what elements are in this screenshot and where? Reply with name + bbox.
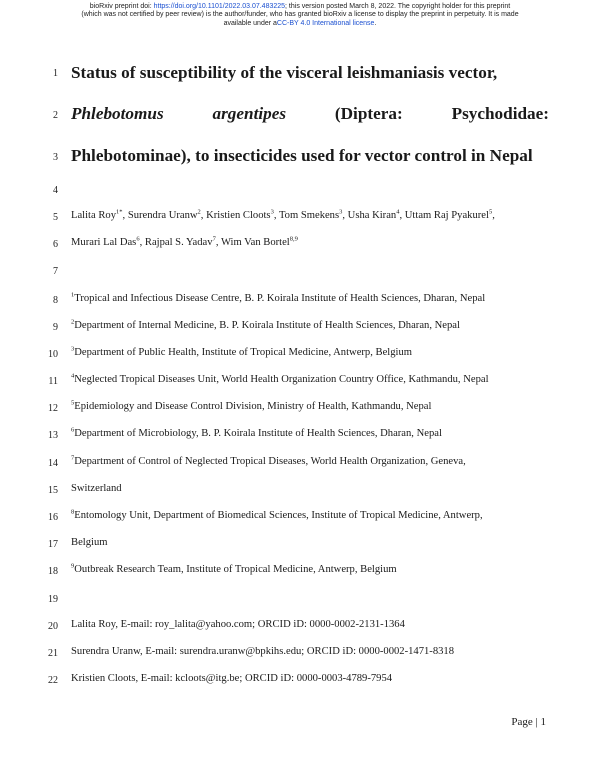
author: Kristien Cloots$^3$, bbox=[206, 208, 277, 221]
preprint-notice bbox=[40, 3, 560, 28]
line-number: 16 bbox=[48, 512, 58, 523]
author-list-line-1 bbox=[71, 210, 495, 221]
affiliation-continuation: Belgium bbox=[71, 537, 108, 548]
title-line-1 bbox=[71, 63, 549, 83]
line-number: 18 bbox=[48, 566, 58, 577]
line-number: 1 bbox=[53, 68, 58, 79]
line-number: 5 bbox=[53, 212, 58, 223]
line-number: 4 bbox=[53, 185, 58, 196]
notice-text: (which was not certified by peer review) is the author/funder, who has granted bioRxiv a license to display the preprint in perpetuity. It is made bbox=[81, 11, 519, 19]
author-list-line-2 bbox=[71, 237, 298, 248]
line-number: 17 bbox=[48, 539, 58, 550]
affiliation-continuation: Switzerland bbox=[71, 483, 122, 494]
notice-text: . bbox=[374, 19, 377, 27]
affiliation: $^5$Epidemiology and Disease Control Division, Ministry of Health, Kathmandu, Nepal bbox=[71, 399, 432, 412]
line-number: 3 bbox=[53, 152, 58, 163]
author: Rajpal S. Yadav$^7$, bbox=[144, 235, 219, 248]
line-number: 21 bbox=[48, 648, 58, 659]
line-number: 8 bbox=[53, 295, 58, 306]
notice-text: ; this version posted March 8, 2022. The copyright holder for this preprint bbox=[285, 3, 511, 10]
license-link[interactable]: CC-BY 4.0 International license bbox=[276, 19, 375, 27]
author: Wim Van Bortel$^{8,9}$ bbox=[220, 235, 298, 248]
line-number: 7 bbox=[53, 266, 58, 277]
page-number: Page | 1 bbox=[511, 716, 546, 728]
title-word: Psychodidae: bbox=[451, 104, 549, 123]
affiliation: $^1$Tropical and Infectious Disease Centre, B. P. Koirala Institute of Health Sciences, Dharan, Nepal bbox=[71, 291, 486, 304]
author: Tom Smekens$^3$, bbox=[278, 208, 346, 221]
line-number: 6 bbox=[53, 239, 58, 250]
line-number: 19 bbox=[48, 594, 58, 605]
affiliation: $^6$Department of Microbiology, B. P. Koirala Institute of Health Sciences, Dharan, Nepal bbox=[71, 426, 442, 439]
line-number: 2 bbox=[53, 110, 58, 121]
author: Murari Lal Das$^6$, bbox=[71, 235, 143, 248]
affiliation: $^3$Department of Public Health, Institute of Tropical Medicine, Antwerp, Belgium bbox=[71, 345, 413, 358]
contact-line: Surendra Uranw, E-mail: surendra.uranw@bpkihs.edu; ORCID iD: 0000-0002-1471-8318 bbox=[71, 646, 455, 657]
author: Uttam Raj Pyakurel$^5$, bbox=[404, 208, 495, 221]
notice-text: available under a bbox=[223, 19, 277, 27]
affiliation: $^2$Department of Internal Medicine, B. P. Koirala Institute of Health Sciences, Dharan, Nepal bbox=[71, 318, 460, 331]
title-line-2 bbox=[71, 104, 549, 124]
line-number: 14 bbox=[48, 458, 58, 469]
notice-text: bioRxiv preprint doi: bbox=[89, 3, 154, 10]
title-word: Phlebotomus bbox=[71, 104, 164, 123]
line-number: 12 bbox=[48, 403, 58, 414]
line-number: 13 bbox=[48, 430, 58, 441]
line-number: 9 bbox=[53, 322, 58, 333]
title-text: Phlebotominae), to insecticides used for vector control in Nepal bbox=[71, 146, 533, 165]
contact-line: Lalita Roy, E-mail: roy_lalita@yahoo.com; ORCID iD: 0000-0002-2131-1364 bbox=[71, 619, 405, 630]
title-word: argentipes bbox=[212, 104, 287, 123]
line-number: 15 bbox=[48, 485, 58, 496]
affiliation: $^8$Entomology Unit, Department of Biomedical Sciences, Institute of Tropical Medicine, Antwerp, bbox=[71, 508, 483, 521]
title-word: (Diptera: bbox=[334, 104, 403, 123]
line-number: 11 bbox=[48, 376, 58, 387]
author: Usha Kiran$^4$, bbox=[347, 208, 403, 221]
author: Surendra Uranw$^2$, bbox=[127, 208, 204, 221]
affiliation: $^9$Outbreak Research Team, Institute of Tropical Medicine, Antwerp, Belgium bbox=[71, 562, 397, 575]
doi-link[interactable]: https://doi.org/10.1101/2022.03.07.483225 bbox=[153, 3, 286, 10]
affiliation: $^4$Neglected Tropical Diseases Unit, World Health Organization Country Office, Kathmandu, Nepal bbox=[71, 372, 489, 385]
contact-line: Kristien Cloots, E-mail: kcloots@itg.be; ORCID iD: 0000-0003-4789-7954 bbox=[71, 673, 393, 684]
line-number: 22 bbox=[48, 675, 58, 686]
line-number: 20 bbox=[48, 621, 58, 632]
affiliation: $^7$Department of Control of Neglected Tropical Diseases, World Health Organization, Geneva, bbox=[71, 454, 466, 467]
title-text: Status of susceptibility of the visceral leishmaniasis vector, bbox=[71, 63, 498, 82]
author: Lalita Roy$^{1*}$, bbox=[71, 208, 126, 221]
title-line-3 bbox=[71, 146, 549, 166]
line-number: 10 bbox=[48, 349, 58, 360]
